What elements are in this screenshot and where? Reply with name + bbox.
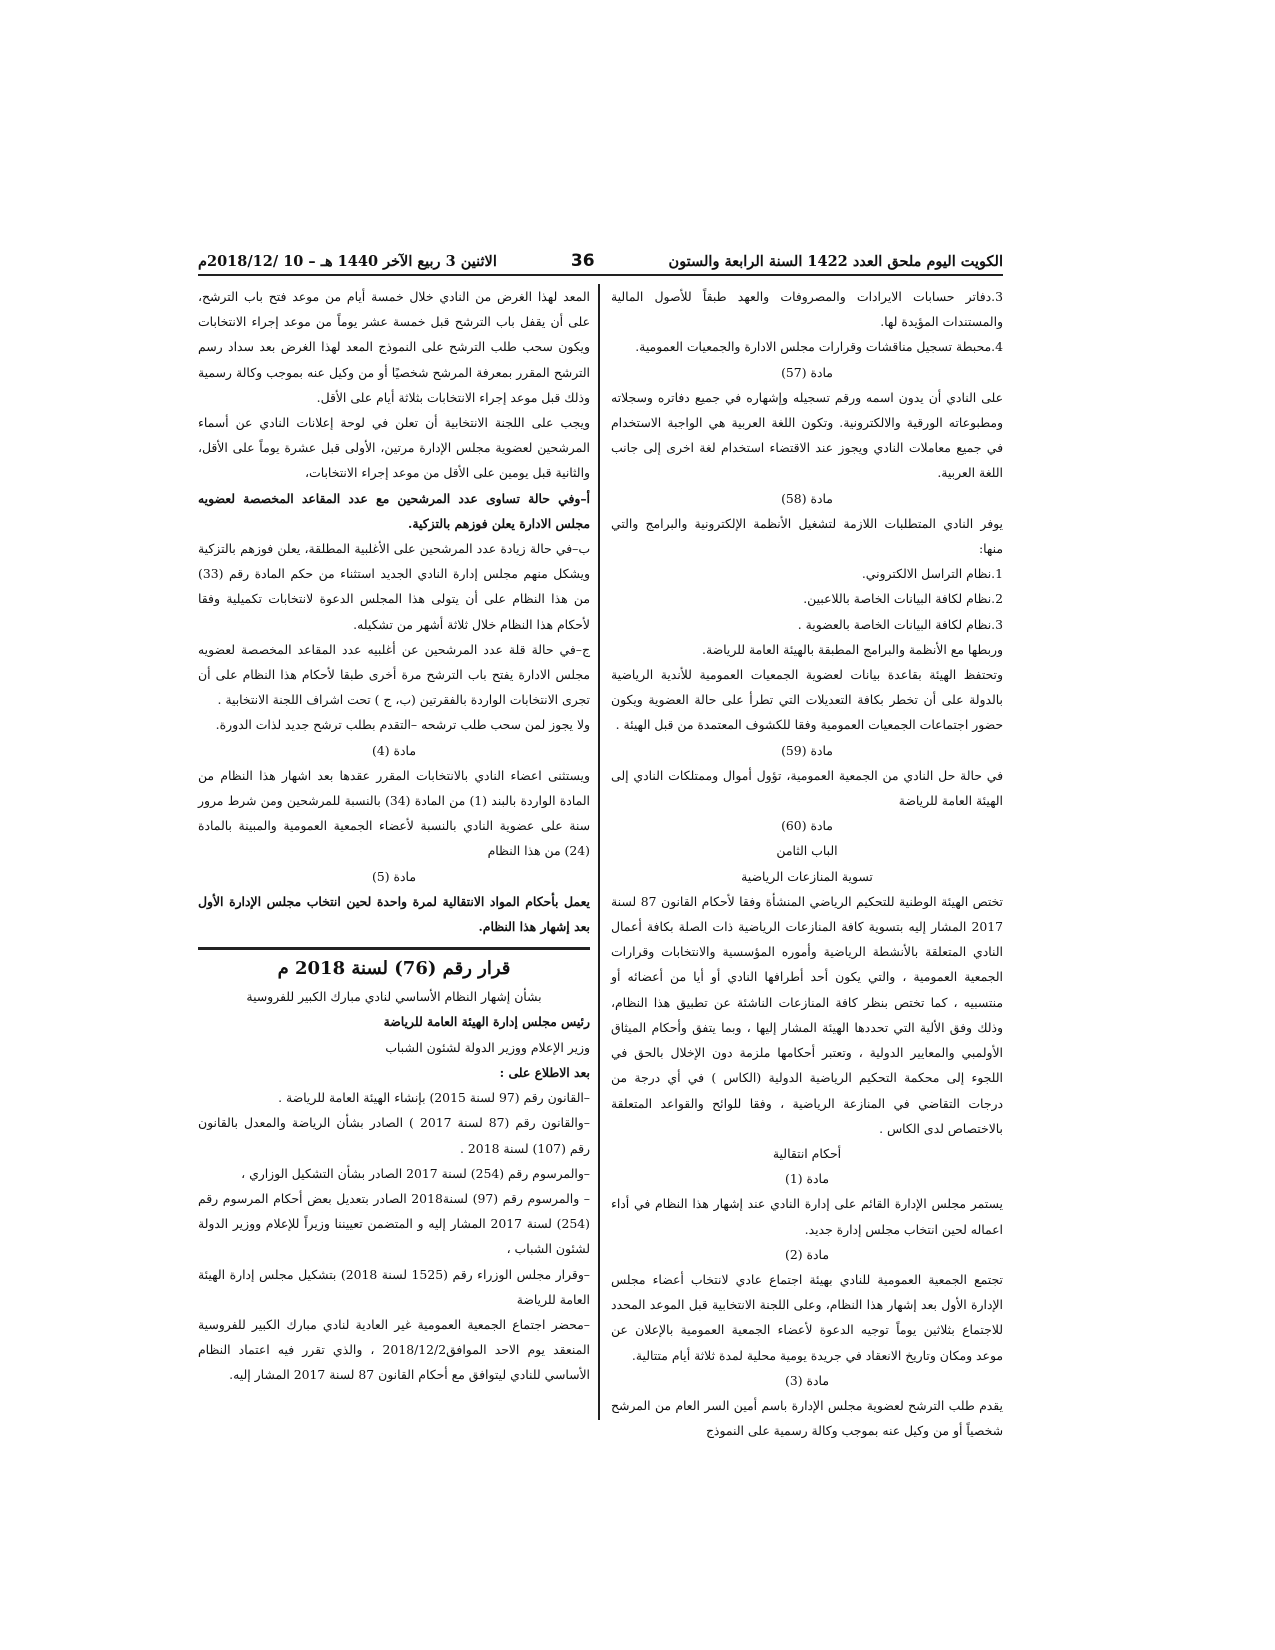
- paragraph: 3.دفاتر حسابات الايرادات والمصروفات والعهد طبقاً للأصول المالية والمستندات المؤيدة لها.: [611, 289, 1003, 330]
- gazette-page: [198, 248, 1003, 1439]
- article-heading: مادة (57): [781, 364, 833, 380]
- article-heading: مادة (59): [781, 742, 833, 758]
- paragraph: على النادي أن يدون اسمه ورقم تسجيله وإشهاره في جميع دفاتره وسجلاته ومطبوعاته الورقية والالكترونية. وتكون اللغة العربية هي الواجبة الاستخدام في جميع معاملات النادي ويجوز عند الاقتضاء استخدام لغة اخرى إلى جانب اللغة العربية.: [611, 389, 1003, 481]
- paragraph: تختص الهيئة الوطنية للتحكيم الرياضي المنشأة وفقا لأحكام القانون 87 لسنة 2017 المشار إليه بتسوية كافة المنازعات الرياضية ذات الصلة بكافة أعمال النادي المتعلقة بالأنشطة الرياضية وأموره المؤسسية والانتخابات وقرارات الجمعية العمومية ، والتي يكون أحد أطرافها النادي أو أيا من أعضائه أو منتسبيه ، كما تختص بنظر كافة المنازعات الناشئة عن تطبيق هذا النظام، وذلك وفق الألية التي تحددها الهيئة المشار إليها ، وبما يتفق وأحكام الميثاق الأولمبي والمعايير الدولية ، وتعتبر أحكامها ملزمة دون الإخلال بالحق في اللجوء إلى محكمة التحكيم الرياضية الدولية (الكاس ) في أي درجة من درجات التقاضي في المنازعة الرياضية ، وفقا للوائح والقواعد المتعلقة بالاختصاص لدى الكاس .: [611, 893, 1003, 1136]
- paragraph: ج–في حالة قلة عدد المرشحين عن أغلبيه عدد المقاعد المخصصة لعضويه مجلس الادارة يفتح باب الترشح مرة أخرى طبقا لأحكام هذا النظام على أن تجرى الانتخابات الواردة بالفقرتين (ب، ج ) تحت اشراف اللجنة الانتخابية .: [198, 641, 590, 708]
- paragraph: يعمل بأحكام المواد الانتقالية لمرة واحدة لحين انتخاب مجلس الإدارة الأول بعد إشهار هذا النظام.: [198, 893, 590, 935]
- decree-line: –القانون رقم (97 لسنة 2015) بإنشاء الهيئة العامة للرياضة .: [278, 1090, 590, 1106]
- decree-line: –وقرار مجلس الوزراء رقم (1525 لسنة 2018) بتشكيل مجلس إدارة الهيئة العامة للرياضة: [198, 1266, 591, 1307]
- decree-subtitle: بشأن إشهار النظام الأساسي لنادي مبارك الكبير للفروسية: [246, 989, 542, 1005]
- paragraph: ويجب على اللجنة الانتخابية أن تعلن في لوحة إعلانات النادي عن أسماء المرشحين لعضوية مجلس الإدارة مرتين، الأولى قبل عشرة يوماً على الأقل، والثانية قبل يومين على الأقل من موعد إجراء الانتخابات،: [198, 415, 590, 481]
- section-heading: أحكام انتقالية: [772, 1145, 842, 1161]
- paragraph: وتحتفظ الهيئة بقاعدة بيانات لعضوية الجمعيات العمومية للأندية الرياضية بالدولة على أن تخطر بكافة التعديلات التي تطرأ على حالة العضوية ويكون حضور اجتماعات الجمعيات العمومية وفقا للكشوف المعتمدة من قبل الهيئة .: [611, 667, 1003, 733]
- paragraph: تجتمع الجمعية العمومية للنادي بهيئة اجتماع عادي لانتخاب أعضاء مجلس الإدارة الأول بعد إشهار هذا النظام، وعلى اللجنة الانتخابية قبل الموعد المحدد للاجتماع بثلاثين يوماً توجيه الدعوة لأعضاء الجمعية العمومية بالإعلان عن موعد ومكان وتاريخ الانعقاد في جريدة يومية محلية لمدة ثلاثة أيام متتالية.: [611, 1271, 1003, 1363]
- header-date: الاثنين 3 ربيع الآخر 1440 هـ – 10 /2018/12م: [198, 252, 497, 270]
- section-heading: تسوية المنازعات الرياضية: [741, 868, 873, 884]
- header-publication: الكويت اليوم ملحق العدد 1422 السنة الرابعة والستون: [668, 252, 1003, 270]
- list-item: 1.نظام التراسل الالكتروني.: [861, 566, 1003, 582]
- list-item: 3.نظام لكافة البيانات الخاصة بالعضوية .: [797, 616, 1003, 632]
- paragraph: في حالة حل النادي من الجمعية العمومية، تؤول أموال وممتلكات النادي إلى الهيئة العامة للرياضة: [611, 767, 1003, 809]
- article-heading: مادة (5): [372, 868, 416, 884]
- paragraph: المعد لهذا الغرض من النادي خلال خمسة أيام من موعد فتح باب الترشح، على أن يقفل باب الترشح قبل خمسة عشر يوماً من موعد إجراء الانتخابات ويكون سحب طلب الترشح على النموذج المعد لهذا الغرض بعد سداد رسم الترشح المقرر بمعرفة المرشح شخصيًا أو من وكيل عنه بموجب وكالة رسمية وذلك قبل موعد إجراء الانتخابات بثلاثة أيام على الأقل.: [198, 289, 590, 405]
- article-heading: مادة (58): [781, 490, 833, 506]
- page-number: 36: [570, 251, 595, 271]
- article-heading: مادة (4): [372, 742, 416, 758]
- decree-line: وزير الإعلام ووزير الدولة لشئون الشباب: [385, 1039, 590, 1055]
- article-heading: مادة (2): [785, 1246, 829, 1262]
- chapter-heading: الباب الثامن: [776, 843, 838, 859]
- paragraph: يوفر النادي المتطلبات اللازمة لتشغيل الأنظمة الإلكترونية والبرامج والتي منها:: [611, 515, 1003, 557]
- article-heading: مادة (1): [785, 1171, 829, 1187]
- paragraph: ويستثنى اعضاء النادي بالانتخابات المقرر عقدها بعد اشهار هذا النظام من المادة الواردة بالبند (1) من المادة (34) بالنسبة للمرشحين ومن شرط مرور سنة على عضوية النادي بالنسبة لأعضاء الجمعية العمومية والمبينة بالمادة (24) من هذا النظام: [198, 767, 590, 859]
- decree-line: –والقانون رقم (87 لسنة 2017 ) الصادر بشأن الرياضة والمعدل بالقانون رقم (107) لسنة 2018 .: [198, 1115, 590, 1156]
- left-column: [198, 284, 590, 1388]
- section-divider: [198, 947, 590, 950]
- decree-line: – والمرسوم رقم (97) لسنة2018 الصادر بتعديل بعض أحكام المرسوم رقم (254) لسنة 2017 المشار إليه و المتضمن تعييننا وزيراً للإعلام ووزير الدولة لشئون الشباب ،: [198, 1190, 590, 1257]
- list-item: 2.نظام لكافة البيانات الخاصة باللاعبين.: [803, 591, 1003, 607]
- right-column: [611, 284, 1003, 1443]
- paragraph: 4.محبطة تسجيل مناقشات وقرارات مجلس الادارة والجمعيات العمومية.: [635, 339, 1003, 355]
- decree-line: رئيس مجلس إدارة الهيئة العامة للرياضة: [383, 1014, 590, 1030]
- page-header: [198, 248, 1003, 276]
- paragraph: يقدم طلب الترشح لعضوية مجلس الإدارة باسم أمين السر العام من المرشح شخصياً أو من وكيل عنه بموجب وكالة رسمية على النموذج: [611, 1397, 1003, 1439]
- decree-title: قرار رقم (76) لسنة 2018 م: [277, 958, 511, 980]
- paragraph: وربطها مع الأنظمة والبرامج المطبقة بالهيئة العامة للرياضة.: [702, 641, 1003, 657]
- paragraph: ولا يجوز لمن سحب طلب ترشحه –التقدم بطلب ترشح جديد لذات الدورة.: [215, 717, 590, 733]
- decree-line: –محضر اجتماع الجمعية العمومية غير العادية لنادي مبارك الكبير للفروسية المنعقد يوم الاحد الموافق2018/12/2 ، والذي تقرر فيه اعتماد النظام الأساسي للنادي ليتوافق مع أحكام القانون 87 لسنة 2017 المشار إليه.: [198, 1316, 590, 1383]
- article-heading: مادة (3): [785, 1372, 829, 1388]
- decree-line: بعد الاطلاع على :: [499, 1064, 590, 1080]
- decree-line: –والمرسوم رقم (254) لسنة 2017 الصادر بشأن التشكيل الوزاري ،: [241, 1165, 590, 1181]
- article-heading: مادة (60): [781, 818, 833, 834]
- column-divider: [598, 284, 600, 1420]
- paragraph: أ–وفي حالة تساوى عدد المرشحين مع عدد المقاعد المخصصة لعضويه مجلس الادارة يعلن فوزهم بالتزكية.: [198, 490, 590, 531]
- paragraph: ب–في حالة زيادة عدد المرشحين على الأغلبية المطلقة، يعلن فوزهم بالتزكية ويشكل منهم مجلس إدارة النادي الجديد استثناء من حكم المادة رقم (33) من هذا النظام على أن يتولى هذا المجلس الدعوة لانتخابات تكميلية وفقا لأحكام هذا النظام خلال ثلاثة أشهر من تشكيله.: [198, 541, 590, 632]
- paragraph: يستمر مجلس الإدارة القائم على إدارة النادي عند إشهار هذا النظام في أداء اعماله لحين انتخاب مجلس إدارة جديد.: [611, 1196, 1003, 1237]
